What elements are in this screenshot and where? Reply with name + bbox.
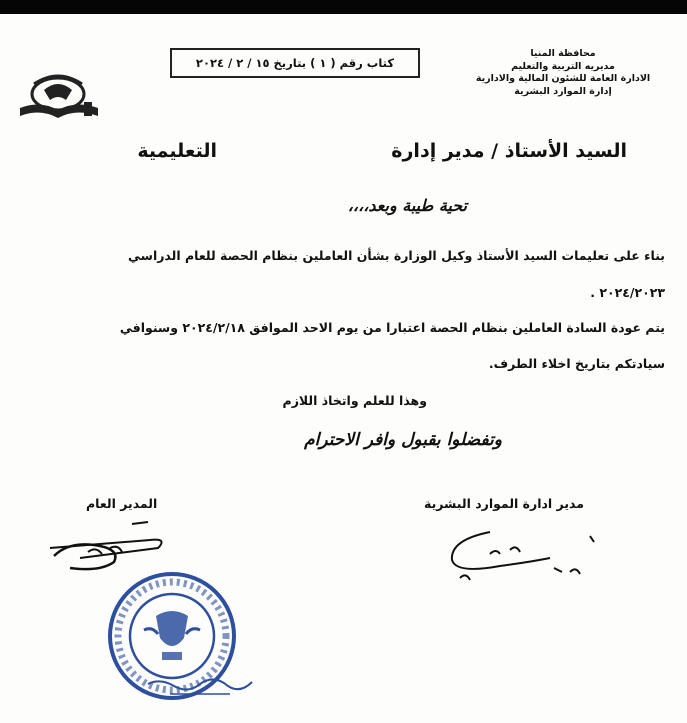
paragraph1-line1: بناء على تعليمات السيد الأستاذ وكيل الوزارة بشأن العاملين بنظام الحصة للعام الدراسي — [128, 248, 665, 263]
header-line-governorate: محافظة المنيا — [530, 48, 596, 59]
addressee-title: السيد الأستاذ / مدير إدارة — [391, 140, 627, 162]
notice-line: وهذا للعلم واتخاذ اللازم — [282, 393, 427, 408]
handwritten-note-icon — [140, 664, 260, 704]
header-line-directorate: مديريه التربية والتعليم — [511, 60, 615, 72]
paragraph2-line2: سيادتكم بتاريخ اخلاء الطرف. — [488, 356, 665, 371]
ministry-logo-icon — [14, 64, 106, 126]
header-line-hr: إدارة الموارد البشرية — [514, 85, 612, 97]
paragraph1-line2: ٢٠٢٤/٢٠٢٣ . — [590, 285, 665, 300]
signature-right-icon — [430, 522, 610, 586]
header-line-administration: الادارة العامة للشئون المالية والادارية — [475, 73, 651, 84]
addressee-department: التعليمية — [137, 140, 217, 162]
greeting: تحية طيبة وبعد،،،، — [347, 196, 467, 215]
addressee — [137, 140, 627, 162]
top-black-bar — [0, 0, 687, 14]
reference-number: كتاب رقم ( ١ ) بتاريخ ١٥ / ٢ / ٢٠٢٤ — [195, 56, 395, 70]
signatory-general-manager: المدير العام — [86, 496, 158, 511]
closing-line: وتفضلوا بقبول وافر الاحترام — [304, 430, 502, 450]
paragraph2-line1: يتم عودة السادة العاملين بنظام الحصة اعتبارا من يوم الاحد الموافق ٢٠٢٤/٢/١٨ وسنوافي — [119, 320, 665, 335]
letterhead — [453, 48, 673, 98]
reference-box — [170, 48, 420, 78]
signatory-hr-manager: مدير ادارة الموارد البشرية — [424, 496, 584, 511]
